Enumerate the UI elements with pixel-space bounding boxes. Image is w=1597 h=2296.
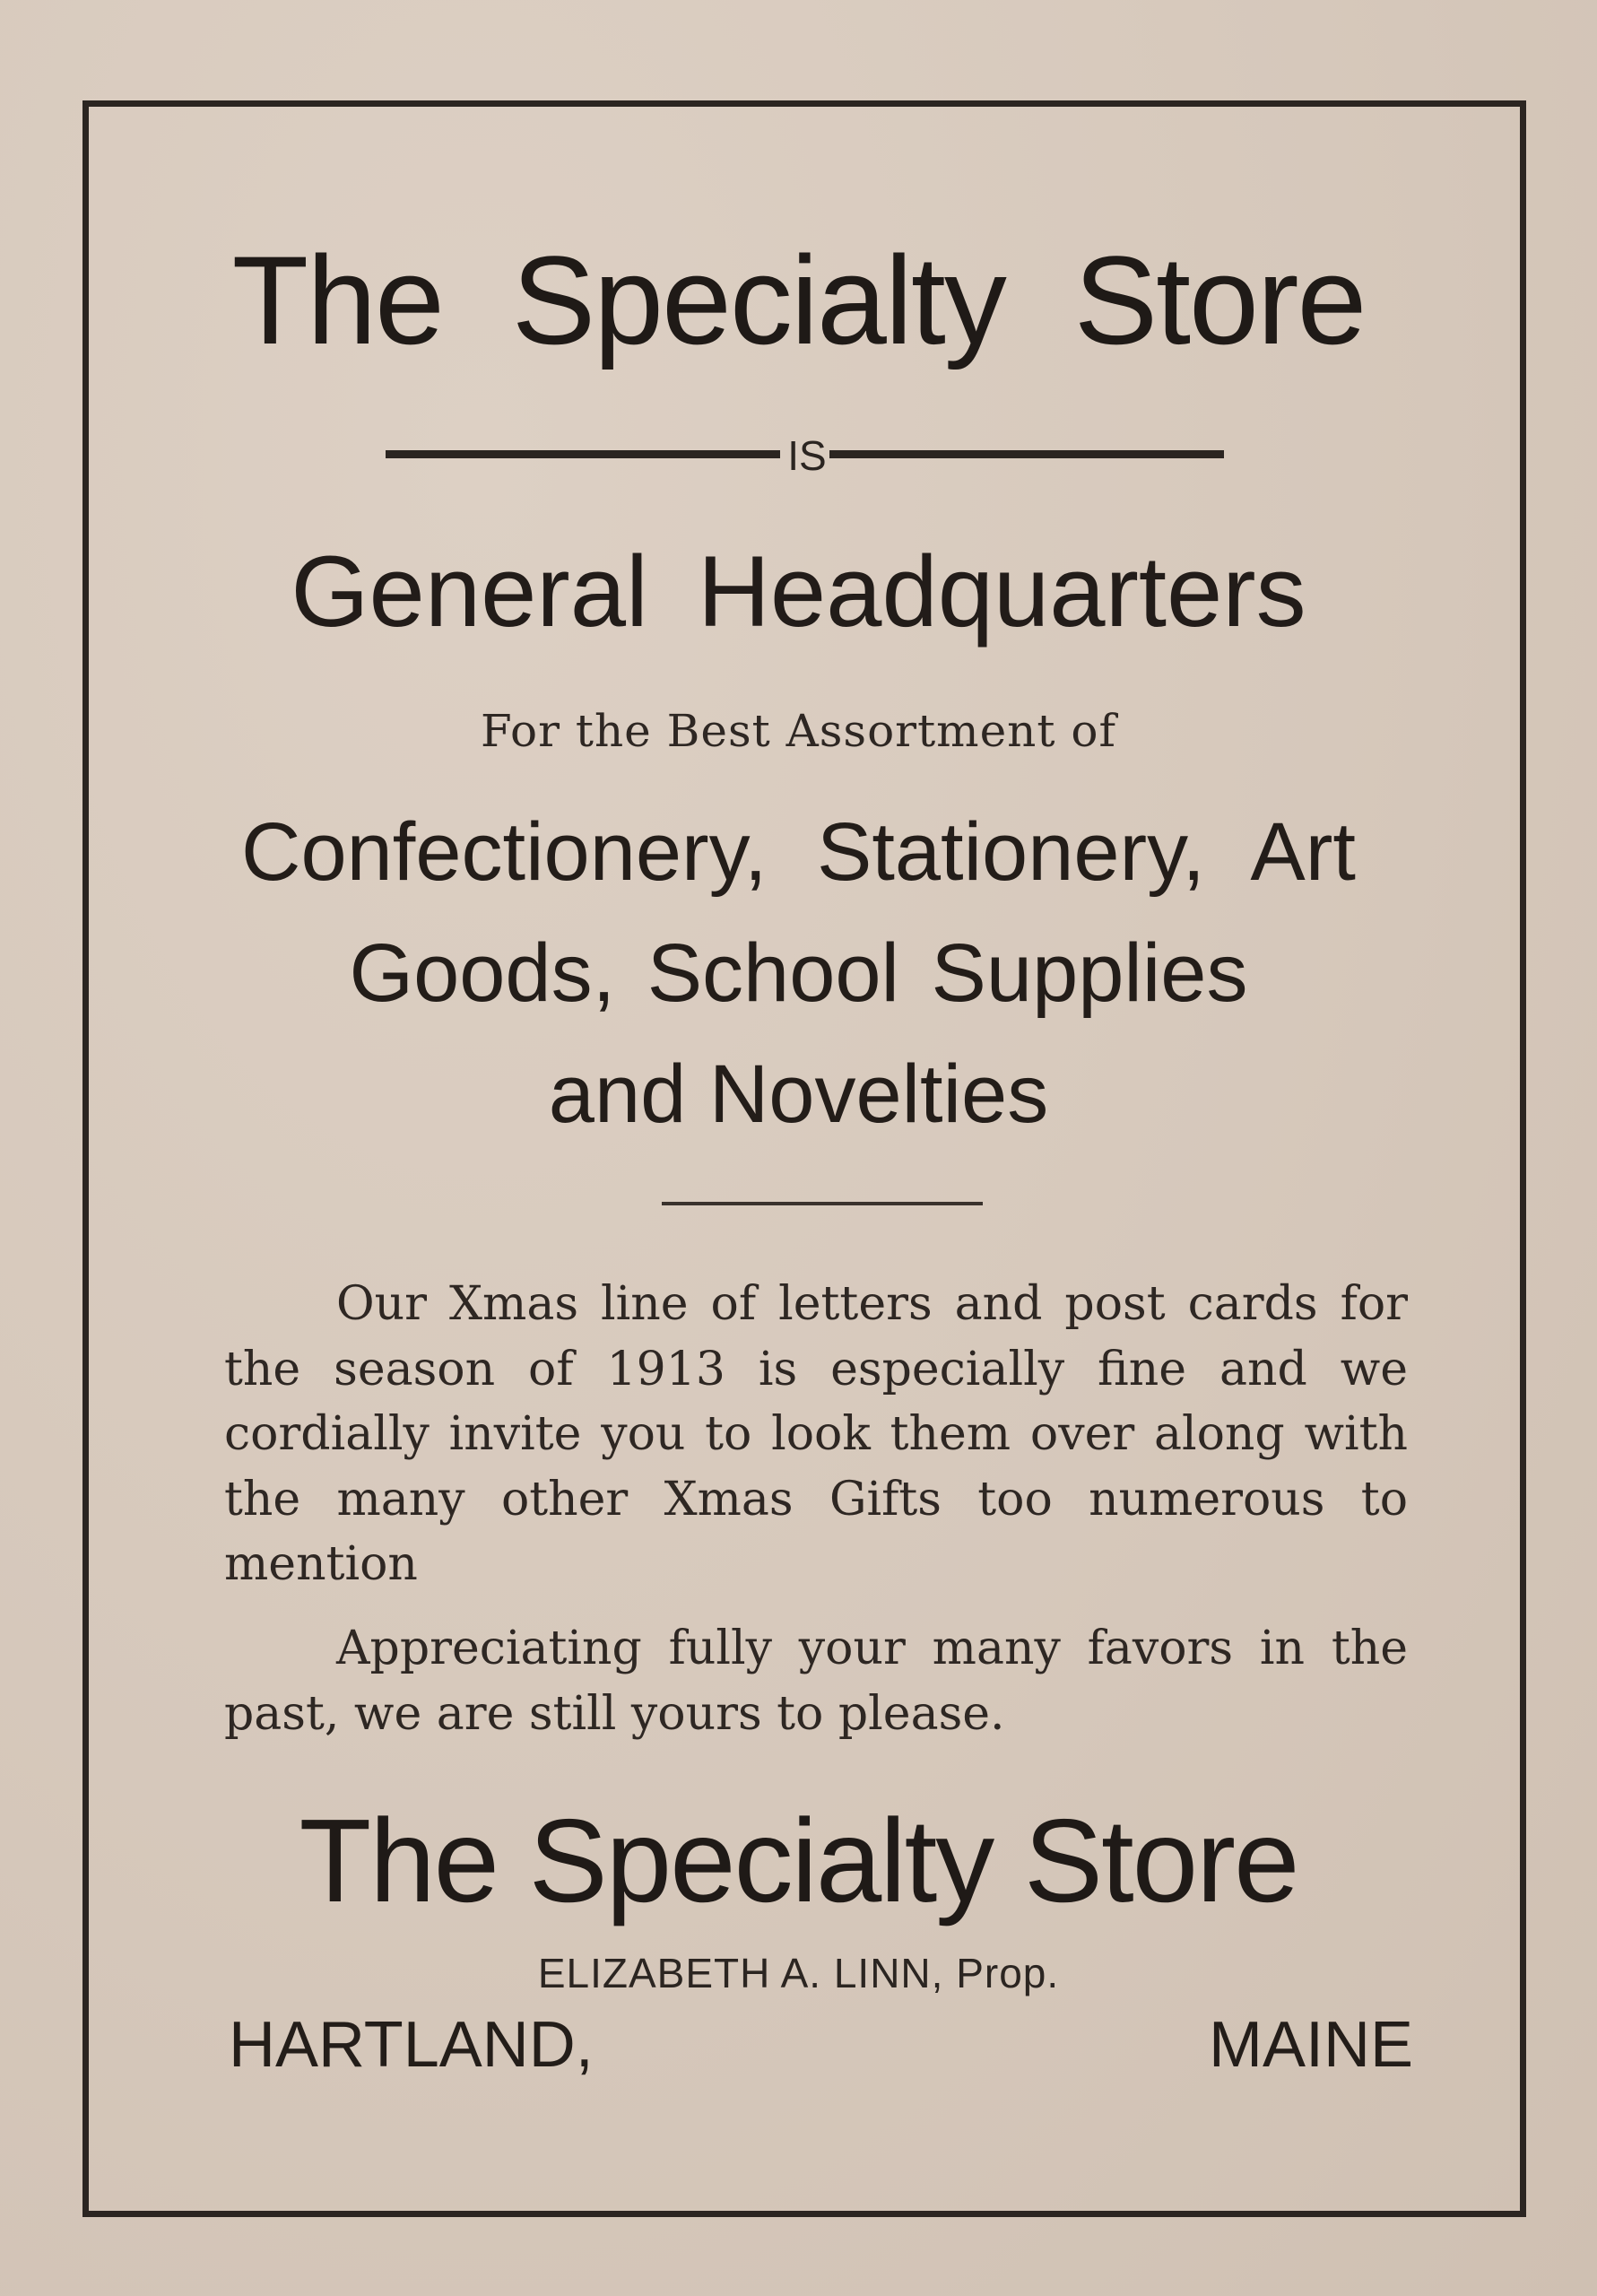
state-name: MAINE <box>1208 2009 1413 2081</box>
goods-line-2: Goods, School Supplies <box>349 927 1248 1019</box>
rule-right <box>829 450 1224 458</box>
assortment-subheading: For the Best Assortment of <box>481 705 1116 757</box>
store-title: The Specialty Store <box>231 230 1366 370</box>
headquarters-heading: General Headquarters <box>291 535 1306 648</box>
xmas-paragraph: Our Xmas line of letters and post cards for the season of 1913 is especially fine and we cordially invite you to look them over along with the many other Xmas Gifts too numerous to mention <box>224 1277 1408 1591</box>
goods-line-1: Confectionery, Stationery, Art <box>241 806 1356 898</box>
goods-line-3: and Novelties <box>548 1048 1049 1140</box>
appreciation-paragraph: Appreciating fully your many favors in the past, we are still yours to please. <box>224 1622 1408 1741</box>
rule-left <box>386 450 780 458</box>
section-divider <box>662 1202 983 1205</box>
proprietor-line: ELIZABETH A. LINN, Prop. <box>537 1950 1060 1996</box>
signature-store-name: The Specialty Store <box>299 1795 1298 1926</box>
town-name: HARTLAND, <box>229 2009 594 2081</box>
is-word: IS <box>787 432 827 479</box>
is-divider-row <box>0 429 1597 483</box>
